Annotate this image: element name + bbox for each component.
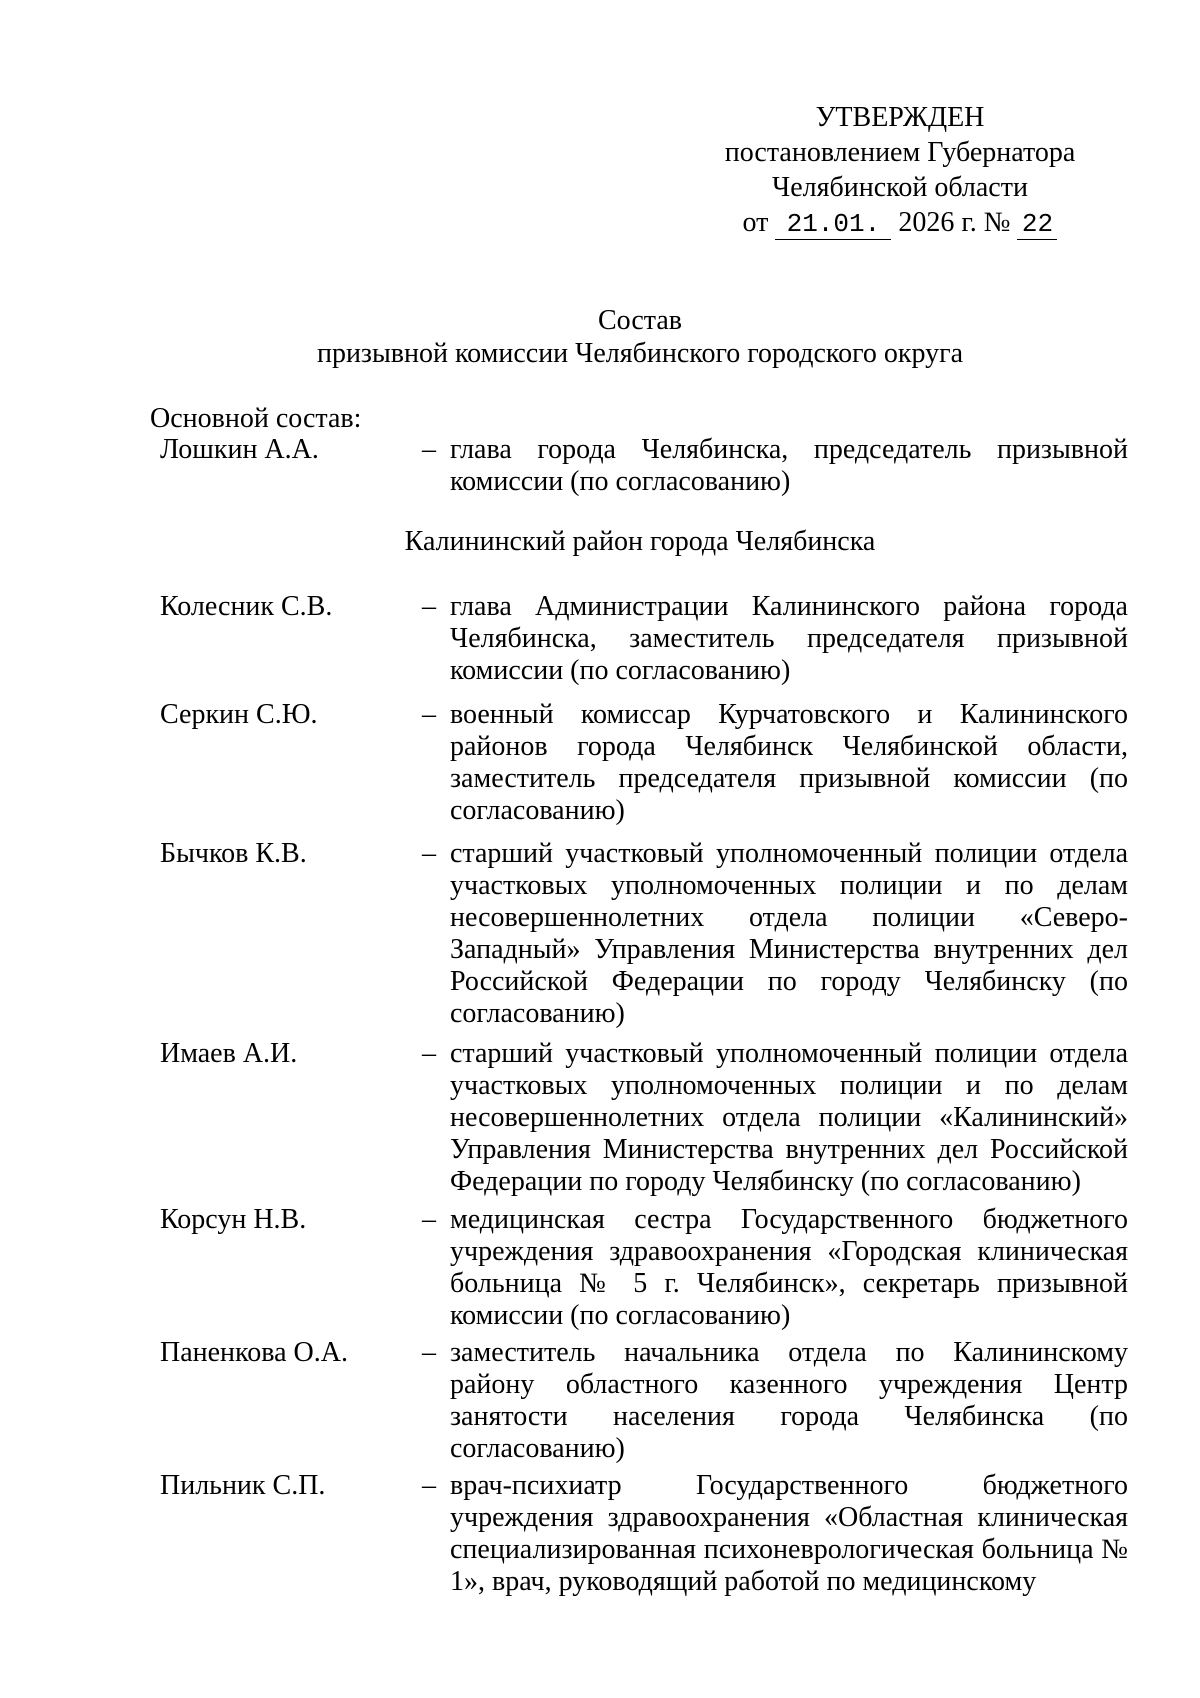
member-dash: – [422, 1204, 436, 1235]
member-name: Бычков К.В. [160, 838, 307, 869]
member-dash: – [422, 1337, 436, 1368]
section-label: Основной состав: [150, 403, 362, 434]
approval-number: 22 [1017, 209, 1057, 240]
member-role: врач-психиатр Государственного бюджетного учреждения здравоохранения «Областная клиническая специализированная психоневрологическая больница № 1», врач, руководящий работой по медицинскому [450, 1470, 1128, 1597]
title-line-1: Состав [597, 305, 683, 336]
member-name: Паненкова О.А. [160, 1337, 348, 1368]
member-dash: – [422, 1470, 436, 1501]
member-name: Пильник С.П. [160, 1470, 326, 1501]
member-role: медицинская сестра Государственного бюджетного учреждения здравоохранения «Городская клиническая больница № 5 г. Челябинск», секретарь призывной комиссии (по согласованию) [450, 1204, 1128, 1331]
member-dash: – [422, 591, 436, 622]
approval-year-number: 2026 г. № [898, 207, 1011, 238]
approval-region: Челябинской области [772, 172, 1028, 203]
approval-by-resolution: постановлением Губернатора [724, 137, 1076, 168]
member-dash: – [422, 838, 436, 869]
member-name: Имаев А.И. [160, 1038, 298, 1069]
member-dash: – [422, 699, 436, 730]
member-name: Корсун Н.В. [160, 1204, 307, 1235]
member-role: заместитель начальника отдела по Калининскому району областного казенного учреждения Центр занятости населения города Челябинска (по согласованию) [450, 1337, 1128, 1464]
title-line-2: призывной комиссии Челябинского городского округа [316, 338, 964, 369]
member-name: Серкин С.Ю. [160, 699, 318, 730]
district-heading: Калининский район города Челябинска [404, 526, 876, 557]
approval-date-line [690, 205, 1110, 240]
member-dash: – [422, 434, 436, 465]
member-dash: – [422, 1038, 436, 1069]
member-name: Колесник С.В. [160, 591, 333, 622]
approval-title: УТВЕРЖДЕН [815, 102, 985, 133]
member-role: военный комиссар Курчатовского и Калининского районов города Челябинск Челябинской области, заместитель председателя призывной комиссии (по согласованию) [450, 699, 1128, 826]
document-title [150, 304, 1130, 370]
member-role: старший участковый уполномоченный полиции отдела участковых уполномоченных полиции и по делам несовершеннолетних отдела полиции «Северо-Западный» Управления Министерства внутренних дел Российской Федерации по городу Челябинску (по согласованию) [450, 838, 1128, 1029]
member-role: глава города Челябинска, председатель призывной комиссии (по согласованию) [450, 434, 1128, 497]
approval-from-prefix: от [742, 207, 769, 238]
member-name: Лошкин А.А. [160, 434, 319, 465]
member-role: старший участковый уполномоченный полиции отдела участковых уполномоченных полиции и по делам несовершеннолетних отдела полиции «Калининский» Управления Министерства внутренних дел Российской Федерации по городу Челябинску (по согласованию) [450, 1038, 1128, 1197]
approval-block [690, 100, 1110, 240]
approval-date: 21.01. [775, 209, 891, 240]
member-role: глава Администрации Калининского района города Челябинска, заместитель председателя призывной комиссии (по согласованию) [450, 591, 1128, 686]
